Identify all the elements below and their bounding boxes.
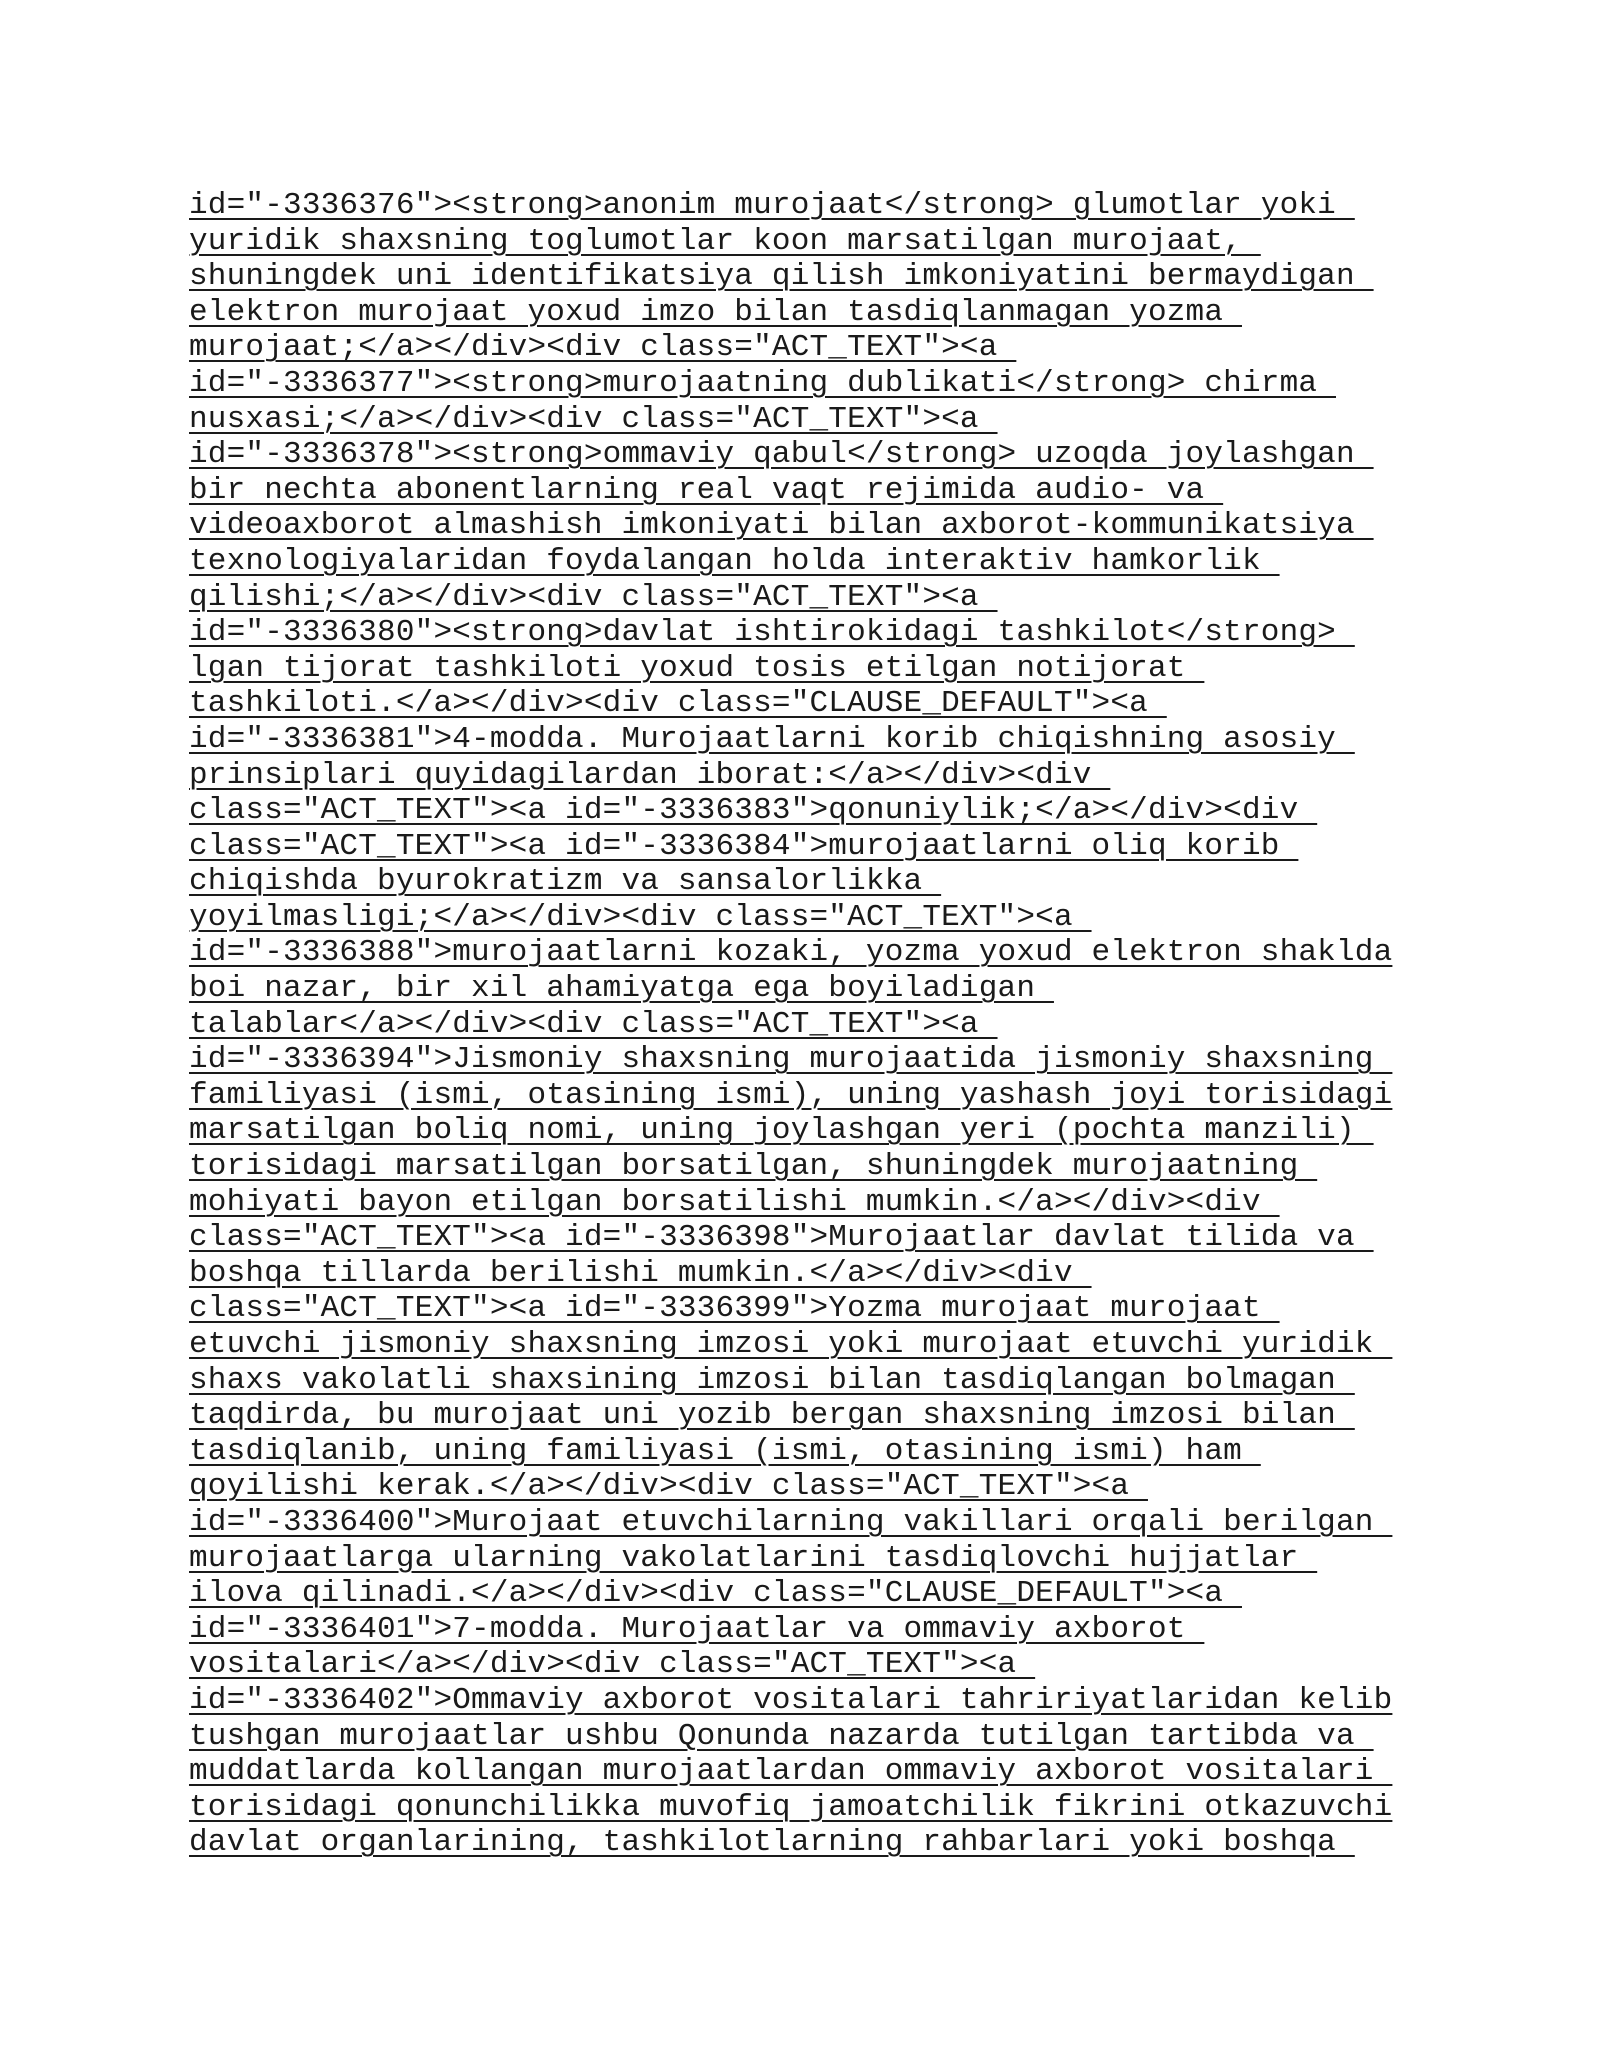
document-text-line: id="-3336400">Murojaat etuvchilarning vakillari orqali berilgan bbox=[189, 1504, 1393, 1540]
document-text-line: murojaatlarga ularning vakolatlarini tasdiqlovchi hujjatlar bbox=[189, 1540, 1318, 1576]
document-text-line: videoaxborot almashish imkoniyati bilan axborot-kommunikatsiya bbox=[189, 508, 1374, 544]
document-text-line: prinsiplari quyidagilardan iborat:</a></div><div bbox=[189, 757, 1111, 793]
document-text-line: ilova qilinadi.</a></div><div class="CLAUSE_DEFAULT"><a bbox=[189, 1576, 1242, 1612]
document-text-line: id="-3336401">7-modda. Murojaatlar va ommaviy axborot bbox=[189, 1611, 1205, 1647]
document-text-line: torisidagi qonunchilikka muvofiq jamoatchilik fikrini otkazuvchi bbox=[189, 1789, 1393, 1825]
document-text-line: id="-3336378"><strong>ommaviy qabul</strong> uzoqda joylashgan bbox=[189, 437, 1374, 473]
document-text-line: talablar</a></div><div class="ACT_TEXT"><a bbox=[189, 1006, 998, 1042]
document-text-line: tashkiloti.</a></div><div class="CLAUSE_DEFAULT"><a bbox=[189, 686, 1167, 722]
document-text-line: chiqishda byurokratizm va sansalorlikka bbox=[189, 864, 942, 900]
document-text-line: shuningdek uni identifikatsiya qilish imkoniyatini bermaydigan bbox=[189, 259, 1374, 295]
document-text-line: taqdirda, bu murojaat uni yozib bergan shaxsning imzosi bilan bbox=[189, 1398, 1355, 1434]
document-text-line: nusxasi;</a></div><div class="ACT_TEXT"><a bbox=[189, 401, 998, 437]
document-text-line: class="ACT_TEXT"><a id="-3336399">Yozma murojaat murojaat bbox=[189, 1291, 1280, 1327]
document-text-line: torisidagi marsatilgan borsatilgan, shuningdek murojaatning bbox=[189, 1149, 1318, 1185]
document-text-line: id="-3336388">murojaatlarni kozaki, yozma yoxud elektron shaklda bbox=[189, 935, 1393, 971]
document-text-line: tasdiqlanib, uning familiyasi (ismi, otasining ismi) ham bbox=[189, 1433, 1261, 1469]
document-text-line: class="ACT_TEXT"><a id="-3336383">qonuniylik;</a></div><div bbox=[189, 793, 1318, 829]
document-text-line: mohiyati bayon etilgan borsatilishi mumkin.</a></div><div bbox=[189, 1184, 1280, 1220]
document-text-line: bir nechta abonentlarning real vaqt rejimida audio- va bbox=[189, 472, 1224, 508]
document-text-line: id="-3336394">Jismoniy shaxsning murojaatida jismoniy shaxsning bbox=[189, 1042, 1393, 1078]
document-text-line: muddatlarda kollangan murojaatlardan ommaviy axborot vositalari bbox=[189, 1754, 1393, 1790]
document-text-line: texnologiyalaridan foydalangan holda interaktiv hamkorlik bbox=[189, 543, 1280, 579]
document-text-line: etuvchi jismoniy shaxsning imzosi yoki murojaat etuvchi yuridik bbox=[189, 1327, 1393, 1362]
document-text-line: marsatilgan boliq nomi, uning joylashgan yeri (pochta manzili) bbox=[189, 1113, 1374, 1149]
document-text-line: elektron murojaat yoxud imzo bilan tasdiqlanmagan yozma bbox=[189, 294, 1242, 330]
document-text-line: id="-3336377"><strong>murojaatning dublikati</strong> chirma bbox=[189, 365, 1336, 401]
document-text-line: familiyasi (ismi, otasining ismi), uning yashash joyi torisidagi bbox=[189, 1077, 1393, 1113]
document-text-line: id="-3336402">Ommaviy axborot vositalari tahririyatlaridan kelib bbox=[189, 1682, 1393, 1718]
document-text-line: boi nazar, bir xil ahamiyatga ega boyiladigan bbox=[189, 971, 1054, 1007]
document-text-line: id="-3336376"><strong>anonim murojaat</strong> glumotlar yoki bbox=[189, 188, 1355, 223]
document-text-line: qilishi;</a></div><div class="ACT_TEXT"><a bbox=[189, 579, 998, 615]
document-text-line: class="ACT_TEXT"><a id="-3336398">Murojaatlar davlat tilida va bbox=[189, 1220, 1374, 1256]
document-text-line: lgan tijorat tashkiloti yoxud tosis etilgan notijorat bbox=[189, 650, 1205, 686]
document-text-line: tushgan murojaatlar ushbu Qonunda nazarda tutilgan tartibda va bbox=[189, 1718, 1374, 1754]
document-text-line: id="-3336381">4-modda. Murojaatlarni korib chiqishning asosiy bbox=[189, 721, 1355, 757]
document-text-line: class="ACT_TEXT"><a id="-3336384">murojaatlarni oliq korib bbox=[189, 828, 1299, 864]
document-text-line: qoyilishi kerak.</a></div><div class="ACT_TEXT"><a bbox=[189, 1469, 1148, 1505]
document-text-line: boshqa tillarda berilishi mumkin.</a></div><div bbox=[189, 1255, 1092, 1291]
document-text-line: vositalari</a></div><div class="ACT_TEXT"><a bbox=[189, 1647, 1036, 1683]
document-text-line: davlat organlarining, tashkilotlarning rahbarlari yoki boshqa bbox=[189, 1825, 1355, 1861]
document-text-line: yoyilmasligi;</a></div><div class="ACT_TEXT"><a bbox=[189, 899, 1092, 935]
document-text-line: shaxs vakolatli shaxsining imzosi bilan tasdiqlangan bolmagan bbox=[189, 1362, 1355, 1398]
document-text-line: murojaat;</a></div><div class="ACT_TEXT"><a bbox=[189, 330, 1017, 366]
document-text-line: yuridik shaxsning toglumotlar koon marsatilgan murojaat, bbox=[189, 223, 1261, 259]
document-text-line: id="-3336380"><strong>davlat ishtirokidagi tashkilot</strong> bbox=[189, 615, 1355, 651]
document-text-block bbox=[189, 188, 1489, 1861]
